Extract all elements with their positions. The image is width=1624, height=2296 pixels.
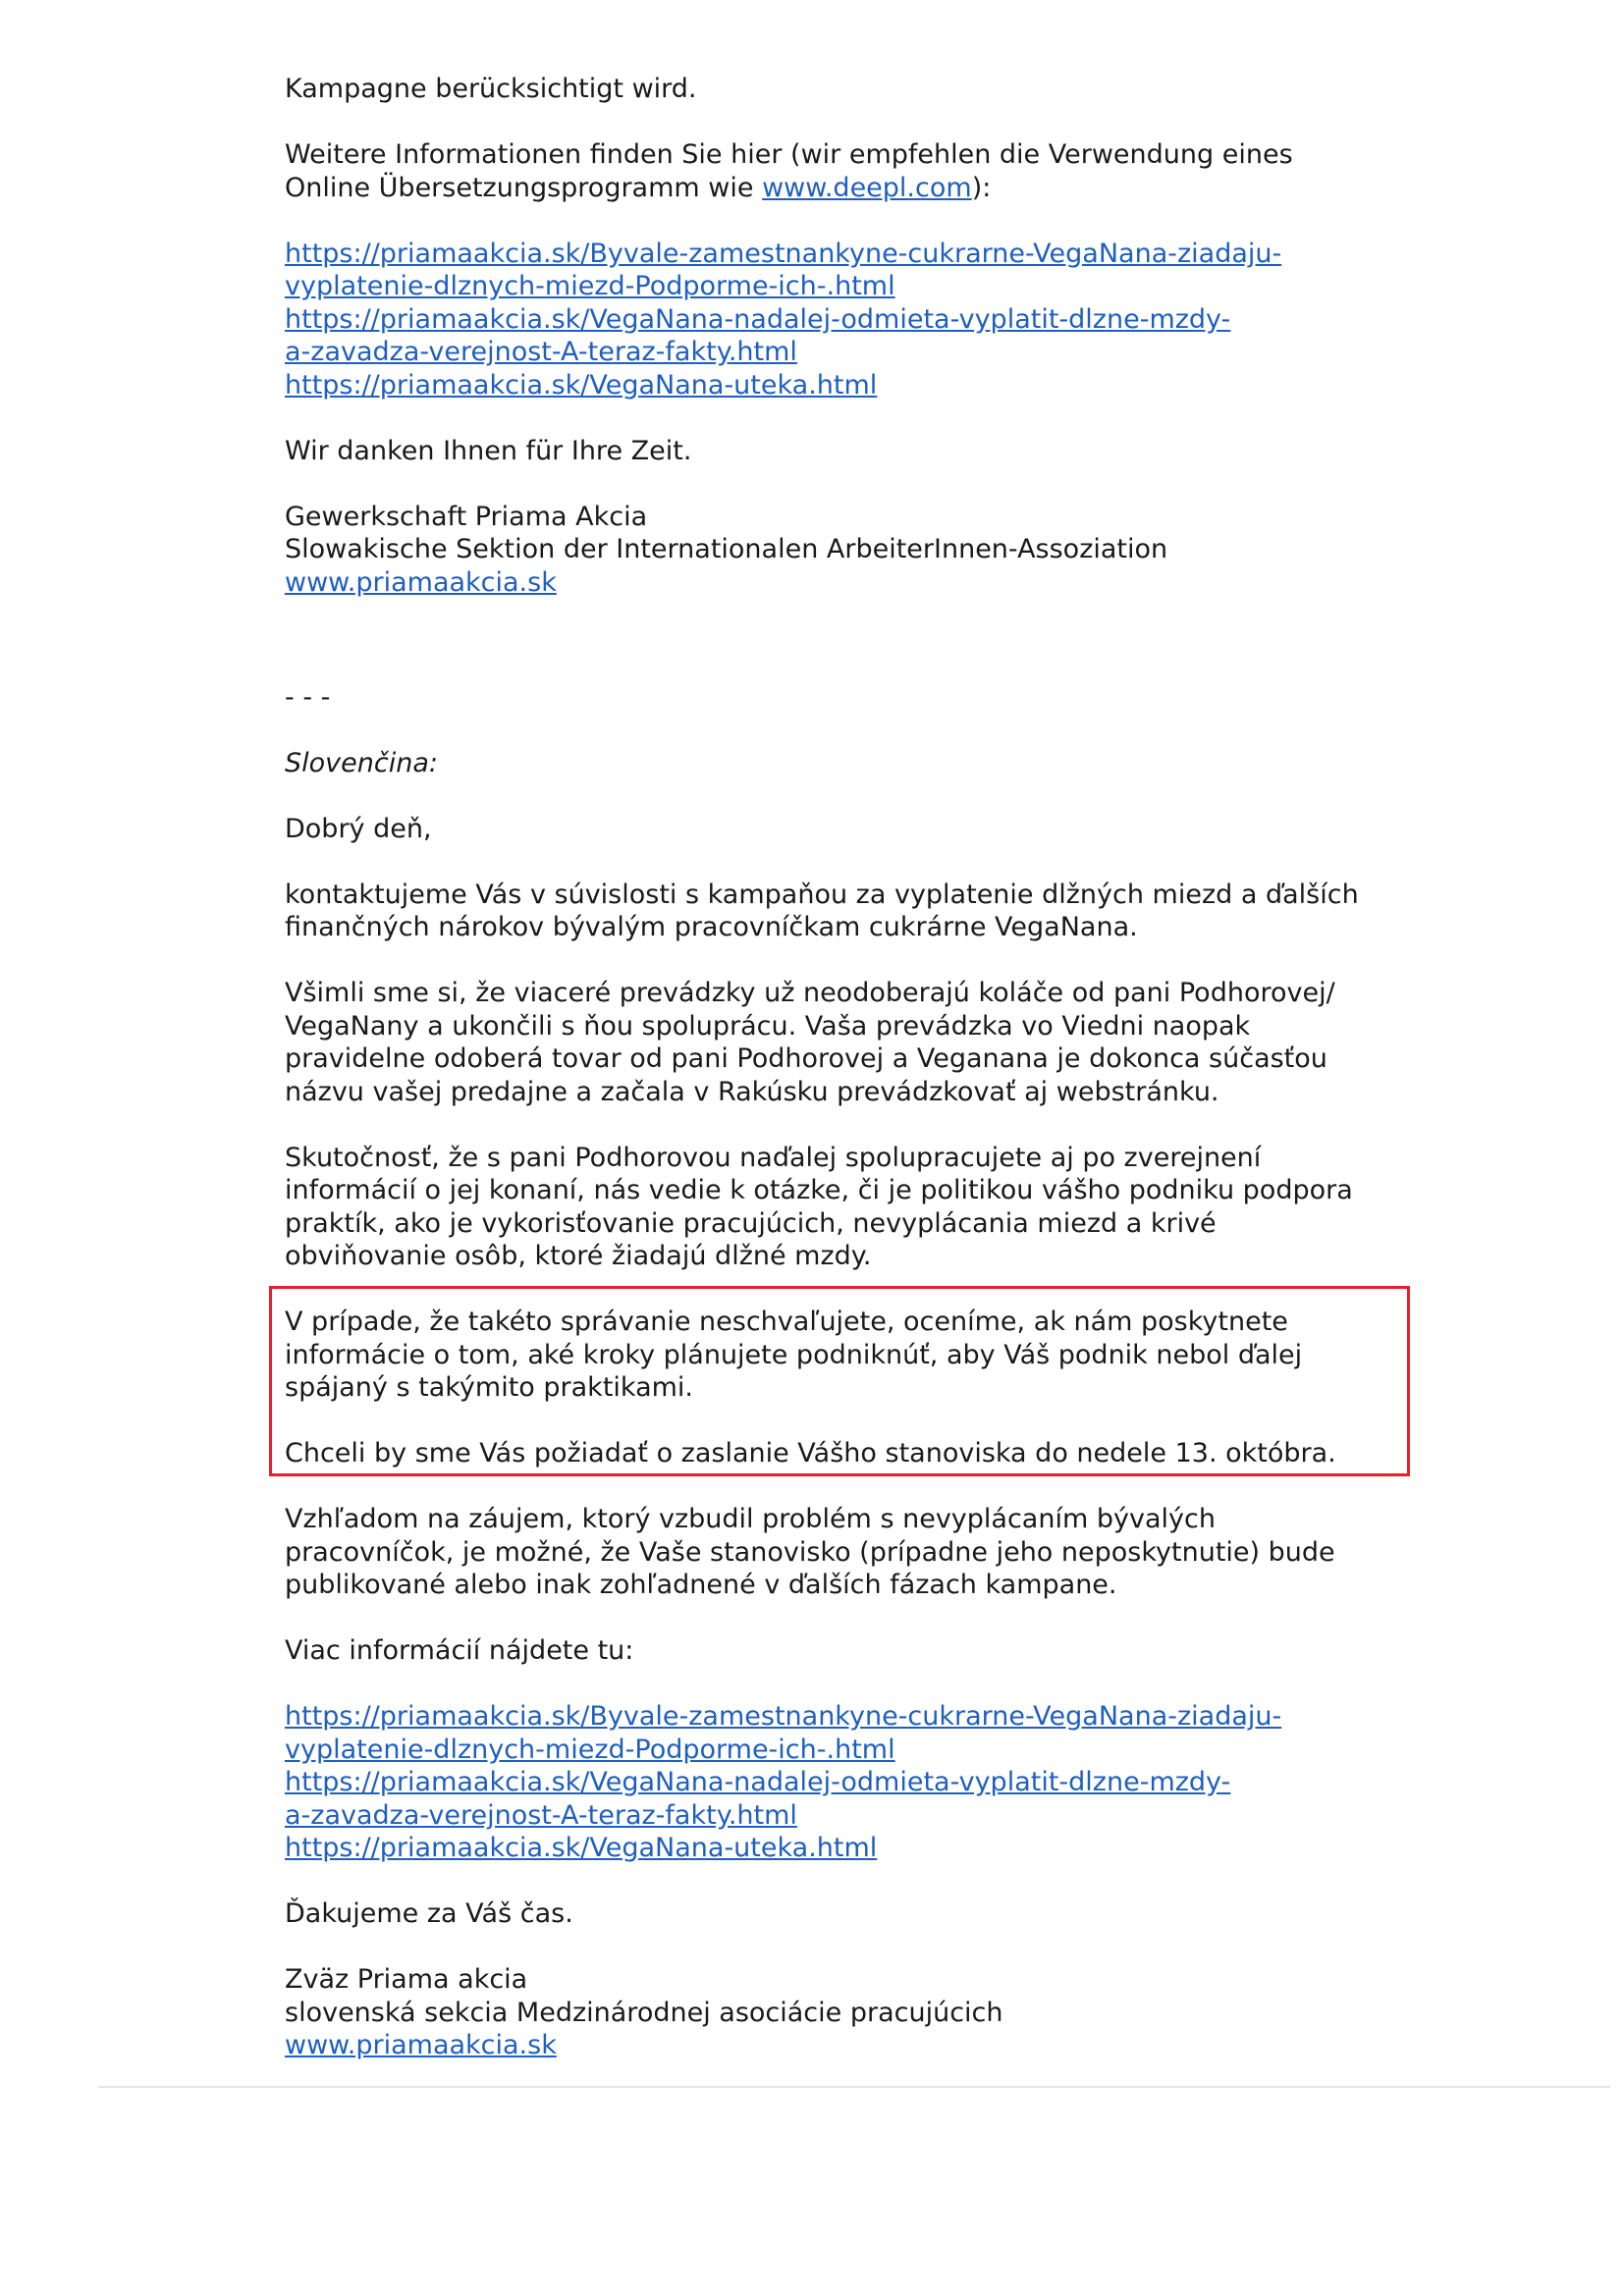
slovak-more-info [285, 1634, 1424, 1668]
text-fragment: ): [971, 172, 992, 203]
website-link[interactable]: www.priamaakcia.sk [285, 2030, 557, 2060]
text-line: praktík, ako je vykorisťovanie pracujúcich, nevyplácania miezd a krivé [285, 1207, 1217, 1239]
text-line [285, 172, 1424, 205]
slovak-paragraph-2 [285, 977, 1424, 1108]
article-link-3[interactable]: https://priamaakcia.sk/VegaNana-uteka.html [285, 1833, 878, 1863]
text-line: publikované alebo inak zohľadnené v ďalších fázach kampane. [285, 1570, 1117, 1600]
text-line: finančných nárokov bývalým pracovníčkam cukrárne VegaNana. [285, 912, 1138, 942]
german-intro-tail [285, 73, 1424, 106]
slovak-paragraph-4 [285, 1306, 1424, 1405]
link-line [285, 303, 1424, 337]
article-link-2-cont[interactable]: a-zavadza-verejnost-A-teraz-fakty.html [285, 337, 797, 367]
signature-section: Slowakische Sektion der Internationalen ArbeiterInnen-Assoziation [285, 534, 1168, 564]
link-line [285, 270, 1424, 303]
text-line: Viac informácií nájdete tu: [285, 1635, 634, 1666]
slovak-paragraph-3 [285, 1142, 1424, 1273]
german-links [285, 238, 1424, 402]
language-heading: Slovenčina: [285, 747, 438, 778]
separator-text: - - - [285, 681, 331, 713]
article-link-1[interactable]: https://priamaakcia.sk/Byvale-zamestnankyne-cukrarne-VegaNana-ziadaju- [285, 238, 1282, 269]
text-line: Weitere Informationen finden Sie hier (wir empfehlen die Verwendung eines [285, 139, 1293, 170]
article-link-2[interactable]: https://priamaakcia.sk/VegaNana-nadalej-odmieta-vyplatit-dlzne-mzdy- [285, 1767, 1231, 1797]
article-link-3[interactable]: https://priamaakcia.sk/VegaNana-uteka.html [285, 369, 878, 400]
link-line [285, 1799, 1424, 1833]
text-line: Ďakujeme za Váš čas. [285, 1898, 573, 1929]
text-line: Vzhľadom na záujem, ktorý vzbudil problém s nevyplácaním bývalých [285, 1504, 1216, 1534]
slovak-links [285, 1700, 1424, 1865]
text-line: obviňovanie osôb, ktoré žiadajú dlžné mzdy. [285, 1241, 872, 1271]
german-thanks [285, 435, 1424, 468]
article-link-1-cont[interactable]: vyplatenie-dlznych-miezd-Podporme-ich-.html [285, 271, 895, 301]
slovak-thanks [285, 1897, 1424, 1931]
link-line [285, 1766, 1424, 1799]
article-link-1-cont[interactable]: vyplatenie-dlznych-miezd-Podporme-ich-.html [285, 1734, 895, 1765]
spacer [285, 632, 1424, 681]
slovak-signature [285, 1963, 1424, 2062]
text-line: Kampagne berücksichtigt wird. [285, 74, 697, 104]
signature-org: Gewerkschaft Priama Akcia [285, 501, 648, 532]
text-line: pracovníčok, je možné, že Vaše stanovisko (prípadne jeho neposkytnutie) bude [285, 1536, 1335, 1568]
link-line [285, 336, 1424, 369]
website-link[interactable]: www.priamaakcia.sk [285, 566, 557, 598]
link-line [285, 1700, 1424, 1734]
article-link-2[interactable]: https://priamaakcia.sk/VegaNana-nadalej-odmieta-vyplatit-dlzne-mzdy- [285, 303, 1231, 335]
link-line [285, 1832, 1424, 1865]
signature-url-line [285, 2029, 1424, 2062]
german-signature [285, 501, 1424, 600]
section-separator [285, 681, 1424, 715]
text-line: informácií o jej konaní, nás vedie k otázke, či je politikou vášho podniku podpora [285, 1175, 1353, 1205]
text-line: Wir danken Ihnen für Ihre Zeit. [285, 435, 692, 466]
text-line: spájaný s takýmito praktikami. [285, 1372, 693, 1403]
text-line: Chceli by sme Vás požiadať o zaslanie Vášho stanoviska do nedele 13. októbra. [285, 1438, 1336, 1468]
signature-url-line [285, 566, 1424, 600]
email-body [285, 73, 1424, 2095]
link-line [285, 1734, 1424, 1767]
text-fragment: Online Übersetzungsprogramm wie [285, 172, 763, 203]
signature-section: slovenská sekcia Medzinárodnej asociácie pracujúcich [285, 1997, 1003, 2028]
text-line: Skutočnosť, že s pani Podhorovou naďalej spolupracujete aj po zverejnení [285, 1142, 1262, 1173]
signature-org: Zväz Priama akcia [285, 1964, 528, 1995]
german-info-paragraph [285, 138, 1424, 204]
text-line: informácie o tom, aké kroky plánujete podniknúť, aby Váš podnik nebol ďalej [285, 1339, 1303, 1370]
text-line: kontaktujeme Vás v súvislosti s kampaňou za vyplatenie dlžných miezd a ďalších [285, 879, 1359, 910]
text-line: VegaNany a ukončili s ňou spoluprácu. Vaša prevádzka vo Viedni naopak [285, 1010, 1251, 1041]
slovak-paragraph-6 [285, 1503, 1424, 1602]
article-link-2-cont[interactable]: a-zavadza-verejnost-A-teraz-fakty.html [285, 1799, 797, 1831]
link-line [285, 238, 1424, 271]
slovak-heading [285, 747, 1424, 780]
text-line: pravidelne odoberá tovar od pani Podhorovej a Veganana je dokonca súčasťou [285, 1043, 1327, 1074]
slovak-greeting [285, 813, 1424, 846]
link-line [285, 369, 1424, 402]
slovak-paragraph-5 [285, 1437, 1424, 1470]
page-divider [98, 2086, 1610, 2088]
text-line: názvu vašej predajne a začala v Rakúsku prevádzkovať aj webstránku. [285, 1076, 1219, 1107]
deepl-link[interactable]: www.deepl.com [762, 172, 972, 203]
article-link-1[interactable]: https://priamaakcia.sk/Byvale-zamestnankyne-cukrarne-VegaNana-ziadaju- [285, 1701, 1282, 1732]
text-line: V prípade, že takéto správanie neschvaľujete, oceníme, ak nám poskytnete [285, 1307, 1288, 1337]
greeting-text: Dobrý deň, [285, 813, 432, 844]
text-line: Všimli sme si, že viaceré prevádzky už neodoberajú koláče od pani Podhorovej/ [285, 978, 1335, 1008]
slovak-paragraph-1 [285, 879, 1424, 944]
